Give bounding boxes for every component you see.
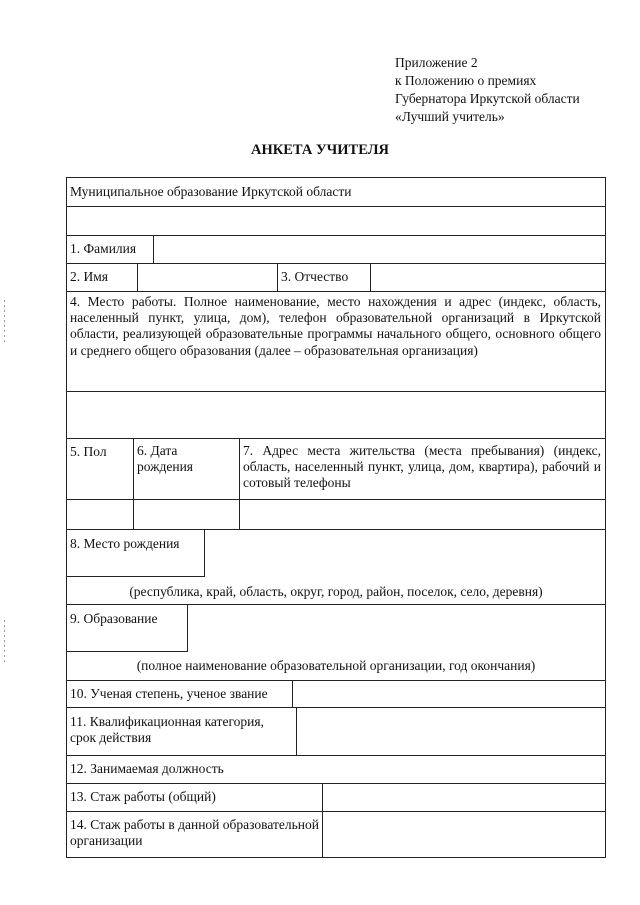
surname-field[interactable] bbox=[153, 236, 605, 263]
birthplace-field[interactable] bbox=[205, 530, 605, 577]
birthplace-hint: (республика, край, область, округ, город, район, поселок, село, деревня) bbox=[129, 584, 543, 599]
personal-info-row bbox=[66, 438, 606, 500]
experience-org-field[interactable] bbox=[322, 812, 605, 857]
appendix-line-2: к Положению о премиях bbox=[395, 73, 537, 88]
experience-org-label-cell bbox=[67, 812, 322, 857]
birthplace-row bbox=[66, 529, 606, 605]
degree-row bbox=[66, 680, 606, 708]
education-field[interactable] bbox=[188, 605, 605, 652]
education-hint: (полное наименование образовательной организации, год окончания) bbox=[136, 658, 536, 673]
questionnaire-form bbox=[66, 177, 606, 858]
experience-org-row bbox=[66, 811, 606, 858]
name-field[interactable] bbox=[137, 264, 277, 291]
workplace-value-field[interactable] bbox=[66, 391, 606, 439]
name-row bbox=[66, 263, 606, 292]
surname-row bbox=[66, 235, 606, 264]
patronymic-label-cell bbox=[277, 264, 370, 291]
qualification-label: 11. Квалификационная категория, срок действия bbox=[70, 714, 264, 746]
birthplace-label-box bbox=[67, 530, 205, 577]
sex-label: 5. Пол bbox=[70, 444, 107, 459]
workplace-label: 4. Место работы. Полное наименование, место нахождения и адрес (индекс, область, населенный пункт, улица, дом), телефон образовательной организаций в Иркутской области, реализующей образовательные программы начального общего, основного общего и среднего общего образования (далее – образовательная организация) bbox=[70, 294, 601, 358]
appendix-header bbox=[395, 54, 580, 126]
address-field[interactable] bbox=[239, 500, 605, 529]
education-row bbox=[66, 604, 606, 681]
sex-label-cell bbox=[67, 439, 133, 499]
name-label: 2. Имя bbox=[70, 269, 109, 284]
degree-label-cell bbox=[67, 681, 292, 707]
left-margin-mark-bottom bbox=[4, 620, 5, 665]
birthdate-label: 6. Дата рождения bbox=[137, 443, 194, 475]
education-label: 9. Образование bbox=[70, 611, 158, 626]
experience-total-field[interactable] bbox=[322, 784, 605, 811]
patronymic-field[interactable] bbox=[370, 264, 605, 291]
address-label: 7. Адрес места жительства (места пребывания) (индекс, область, населенный пункт, улица, дом, квартира), рабочий и сотовый телефоны bbox=[243, 443, 601, 491]
personal-info-values-row bbox=[66, 499, 606, 530]
name-label-cell bbox=[67, 264, 137, 291]
position-label: 12. Занимаемая должность bbox=[70, 761, 224, 776]
qualification-field[interactable] bbox=[296, 708, 605, 755]
sex-field[interactable] bbox=[67, 500, 133, 529]
experience-total-label-cell bbox=[67, 784, 322, 811]
education-label-box bbox=[67, 605, 188, 652]
appendix-line-3: Губернатора Иркутской области bbox=[395, 91, 580, 106]
degree-field[interactable] bbox=[292, 681, 605, 707]
qualification-row bbox=[66, 707, 606, 756]
position-row bbox=[66, 755, 606, 784]
qualification-label-cell bbox=[67, 708, 296, 755]
address-label-cell bbox=[239, 439, 605, 499]
appendix-line-1: Приложение 2 bbox=[395, 55, 478, 70]
surname-label: 1. Фамилия bbox=[70, 241, 137, 256]
patronymic-label: 3. Отчество bbox=[281, 269, 349, 284]
appendix-line-4: «Лучший учитель» bbox=[395, 109, 505, 124]
municipality-label: Муниципальное образование Иркутской области bbox=[70, 184, 352, 199]
workplace-row bbox=[66, 291, 606, 392]
page-title: АНКЕТА УЧИТЕЛЯ bbox=[251, 142, 389, 158]
degree-label: 10. Ученая степень, ученое звание bbox=[70, 686, 268, 701]
experience-org-label: 14. Стаж работы в данной образовательной организации bbox=[70, 817, 319, 849]
experience-total-row bbox=[66, 783, 606, 812]
experience-total-label: 13. Стаж работы (общий) bbox=[70, 789, 216, 804]
surname-label-cell bbox=[67, 236, 153, 263]
left-margin-mark-top bbox=[4, 300, 5, 345]
municipality-value-field[interactable] bbox=[66, 206, 606, 236]
birthdate-label-cell bbox=[133, 439, 239, 499]
municipality-row bbox=[66, 177, 606, 207]
birthdate-field[interactable] bbox=[133, 500, 239, 529]
birthplace-label: 8. Место рождения bbox=[70, 536, 180, 551]
